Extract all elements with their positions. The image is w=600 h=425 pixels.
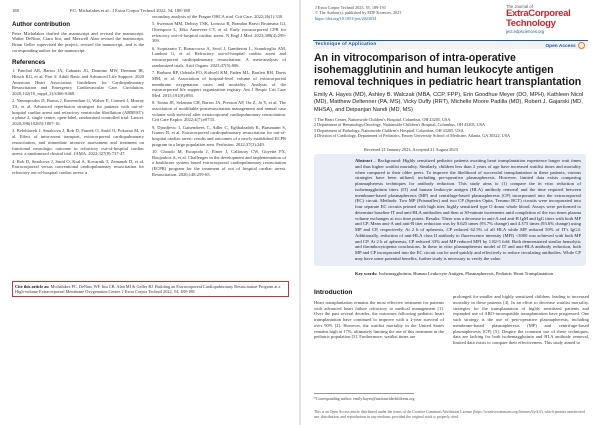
right-page <box>301 0 600 425</box>
section-bar <box>313 40 588 49</box>
reference-item: 1. Panchal AR, Bartos JA, Cabanas JG, Donnino MW, Drennan IR, Hirsch KG, et al. Part 3: Adult Basic and Advanced Life Support: 2020 American Heart Association Guidelines for Cardiopulmonary Resuscitation and Emergency Cardiovascular Care. Circulation. 2020;142(16_suppl_2):S366-S468. <box>12 68 144 97</box>
affiliation: 1 The Heart Center, Nationwide Children's Hospital, Columbus, OH 43205, USA <box>314 117 451 122</box>
cite-box <box>12 281 289 297</box>
abstract <box>355 158 581 262</box>
section-label: Technique of Application <box>315 42 377 48</box>
keywords-label: Key words: <box>355 271 378 276</box>
left-page <box>0 0 299 425</box>
intro-column-left <box>314 290 444 340</box>
reference-item: 10. Choudo M, Escapoda J, Elmer J, Callaway CW, Guyette FX, Boujoukos A, et al. Challenges in the development and implementation of a healthcare system based extracorporeal cardiopulmonary resuscitation (ECPR) program for the treatment of out of hospital cardiac arrest. Resuscitation. 2020;148:259-65. <box>152 149 286 177</box>
reference-item: 5. Swenson MM, Delissy TSK, Lorusso R, Brandon Bravo Bruinsma GJ, Otterspoor L, Eiko Anneveer CV, et al. Early extracorporeal CPR for refractory out-of-hospital cardiac arrest. N Engl J Med. 2023;388(4):299-309. <box>152 21 286 44</box>
contribution-text: Peter Michalakes drafted the manuscript and revised the manuscript. Walter DeNino, Ciara Ittu, and Maxwell Alan revised the manuscript. Brian Geller supervised the project, revised the manuscript, and is the corresponding author for the manuscript. <box>12 30 144 53</box>
journal-doi[interactable]: https://doi.org/10.1051/ject/2023034 <box>315 15 377 21</box>
abstract-body: – Background: Highly sensitized pediatric patients awaiting heart transplantation experience longer wait times and thus higher waitlist mortality. Similarly, children less than 2 years of age have increased waitlist times and mortality when compared to their older peers. To improve the likelihood of successful transplantation in these patients, various strategies have been utilized, including pre-operative plasmapheresis. However, limited data exists comparing plasmapheresis techniques for antibody reduction. This study aims to (1) compare the in vitro reduction of isohemagglutinin titers (IT) and human leukocyte antigen (HLA) antibody removal and the time required between membrane-based plasmapheresis (MP) and centrifuge-based plasmapheresis (CP) incorporated into the extracorporeal (EC) circuit. Methods: Two MP (Prismaflex) and two CP (Spectra Optia, Terumo BCT) circuits were incorporated into four separate EC circuits primed with high titer, highly sensitized type O donor whole blood. Assays were performed to determine baseline IT and anti-HLA antibodies and then at 30-minute increments until completion of the two times plasma volume exchanges at two time points. Results: There was a decrease in anti-A and anti-B IgM and IgG titers with both MP and CP. Mean anti-A and anti-B titer reduction was by 8.625 times (93.7% change) and 4.375 times (93.6% change) using MP and CP, respectively. At 2 h of apheresis, CP reduced 62.5% of all HLA while MP reduced 50% of IT's IgG4. Additionally, reduction of anti-HLA class II antibody to fluorescence intensity (MFI) <3000 was achieved with both MP and CP. At 2 h of apheresis, CP reduced 33% and MP reduced MFI by 1.82-5 fold. Both demonstrated similar hemolytic and thrombocytopenia conclusions. In these in vitro plasmapheresis model of IT and anti-HLA antibody reduction, both MP and CP incorporated into the EC circuit can be used quickly and effectively to reduce circulating antibodies. While CP may have some potential benefits, further study is necessary to verify the value. <box>355 158 581 261</box>
abstract-label: Abstract <box>355 158 373 163</box>
open-access-label: Open Access <box>545 43 576 49</box>
intro-text-2: prolonged for smaller and highly sensitized children, leading to increased mortality in these patients [4]. In an effort to decrease waitlist mortality, strategies for the transplantation of highly sensitized patients and expanded use of ABO-incompatible transplantation have progressed. One such strategy is the use of peri-operative plasmapheresis, including membrane-based plasmapheresis (MP) and centrifuge-based plasmapheresis (CP) [5]. Despite the common use of these techniques, data are lacking for both isohemagglutinin and HLA antibody removal, limited data exists to compare their effectiveness. This study aimed to <box>453 294 589 345</box>
journal-copyright: © The Author(s), published by EDP Sciences, 2023 <box>315 10 402 16</box>
reference-item: 7. Barbaro RP, Odetola FO, Kidwell KM, Paden ML, Bartlett RH, Davis MM, et al. Association of hospital-level volume of extracorporeal membrane oxygenation cases and mortality. Analysis of the extracorporeal life support organization registry. Am J Respir Crit Care Med. 2015;191(8):894. <box>152 70 286 98</box>
cite-text: Michalakes PC, DeNino WF, Ittu CB, Alan MI & Geller BJ. Building an Extracorporeal Cardiopulmonary Resuscitation Program at a High-volume Extracorporeal Membrane Oxygenation Center. J Extra Corpor Technol 2022, 54, 188-188 <box>15 283 281 294</box>
journal-logo <box>506 4 590 34</box>
article-title: An in vitrocomparison of intra-operative isohemagglutinin and human leukocyte antigen removal techniques in pediatric heart transplantation <box>314 52 582 89</box>
running-head: P.C. Michalakes et al.: J Extra Corpor Technol 2022, 54, 188-188 <box>70 8 190 13</box>
page-number: 188 <box>12 8 19 13</box>
logo-big: ExtraCorporeal <box>506 8 571 19</box>
reference-item: 4. Rob D, Smalcova J, Smid O, Kral A, Kovarnik T, Zemanek D, et al. Extracorporeal versus conventional cardiopulmonary resuscitation for refractory out-of-hospital cardiac arrest: a <box>12 158 144 175</box>
reference-item: 6. Scquizzato T, Bonaccorso A, Swol J, Gamberini L, Scandroglio AM, Landoni G, et al. Refractory out-of-hospital cardiac arrest and extracorporeal cardiopulmonary resuscitation: A meta-analysis of randomized trials. Artif Organs. 2023;47(5):806. <box>152 45 286 68</box>
corresponding-footnote <box>314 393 586 401</box>
affiliations <box>314 117 586 138</box>
reference-item: 3. Belohlavek J, Smalcova J, Rob D, Franek O, Smid O, Pokorna M, et al. Effect of intra-arrest transport, extracorporeal cardiopulmonary resuscitation, and immediate invasive assessment and treatment on functional neurologic outcome in refractory out-of-hospital cardiac arrest: a randomized clinical trial. JAMA. 2022;327(8):737-47. <box>12 128 144 157</box>
reference-item: secondary analysis of the Prague OHCA trial. Crit Care. 2022;26(1):330. <box>152 14 284 19</box>
logo-small: The Journal of <box>506 4 533 9</box>
references-heading: References <box>12 58 46 66</box>
journal-meta <box>315 5 401 21</box>
affiliation: 2 Department of Hematology/Oncology, Nationwide Children's Hospital, Columbus, OH 43205, USA <box>314 122 485 128</box>
contribution-heading: Author contribution <box>12 21 71 28</box>
open-access-badge <box>545 42 585 49</box>
cite-label: Cite this article as: <box>15 283 50 289</box>
affiliation: 3 Department of Pathology, Nationwide Children's Hospital, Columbus, OH 43205, USA <box>314 127 464 133</box>
logo-big-2: Technology <box>506 18 556 29</box>
received-dates: Received 21 January 2023, Accepted 21 August 2023 <box>364 147 458 152</box>
affiliation: 4 Division of Cardiology, Department of Pediatrics, Emory University School of Medicine, Atlanta, GA 30322, USA <box>314 132 511 138</box>
reference-item: 2. Yannopoulos D, Bartos J, Raveendran G, Walser E, Connett J, Murray TA, et al. Advanced reperfusion strategies for patients with out-of-hospital cardiac arrest and refractory ventricular fibrillation (ARREST): a phase 2, single centre, open-label, randomised controlled trial. Lancet. 2020;396(10265):1807-16. <box>12 98 144 127</box>
right-column <box>152 14 286 179</box>
intro-text-1: Heart transplantation remains the most effective treatment for patients with advanced heart failure refractory to medical management [1]. Over the past several decades, the outcomes following pediatric heart transplantation have continued to improve with a 1-year survival of over 90% [2]. However, the waitlist mortality in the United States remains high at 17%, ultimately limiting the use of this treatment in the pediatric population [3]. Furthermore, waitlist times are <box>314 299 444 340</box>
logo-url[interactable]: ject.edpsciences.org <box>506 29 545 34</box>
left-column <box>12 20 144 177</box>
keywords-text: Isohemagglutinin, Human Leukocyte Antigen, Plasmapheresis, Pediatric Heart Transplantation <box>378 271 554 276</box>
keywords <box>355 271 581 277</box>
intro-column-right <box>453 294 589 346</box>
reference-item: 9. Djordjevic I, Gaisendrees C, Adler C, Eghbalzadeh K, Braumann S, Ivanov B, et al. Extracorporeal cardiopulmonary resuscitation for out-of-hospital cardiac arrest: results and outcomes of a newly established ECPR program in a large population area. Perfusion. 2022;37(3):249. <box>152 124 286 147</box>
open-access-icon <box>578 42 585 49</box>
journal-citation: J Extra Corpor Technol 2023, 55, 189-193 <box>315 5 386 10</box>
intro-heading: Introduction <box>314 289 353 296</box>
license-text: This is an Open Access article distributed under the terms of the Creative Commons Attribution License (https://creativecommons.org/licenses/by/4.0), which permits unrestricted use, distribution, and reproduction in any medium, provided the original work is properly cited. <box>314 410 585 419</box>
author-list: Emily A. Hayes (MD), Ashley B. Walczak (MBA, CCP, FPP), Erin Goodhue Meyer (DO, MPH), Kathleen Nicol (MD), Matthew Deltenner (PA, MS), Vicky Duffy (RRT), Michelle Moore Padilla (MD), Robert J. Gajarski (MD, MHSA), and Deipanjan Nandi (MD, MS) <box>314 92 584 113</box>
reference-item: 8. Tonna JE, Selzman CH, Bartos JA, Presson AP, Ou Z, Jo Y, et al. The association of modifiable postresuscitation management and annual case volume with survival after extracorporeal cardiopulmonary resuscitation. Crit Care Explor. 2022;4(7):e0733. <box>152 100 286 123</box>
corresponding-author: *Corresponding author: emily.hayes@nationwidechildrens.org <box>314 396 415 401</box>
